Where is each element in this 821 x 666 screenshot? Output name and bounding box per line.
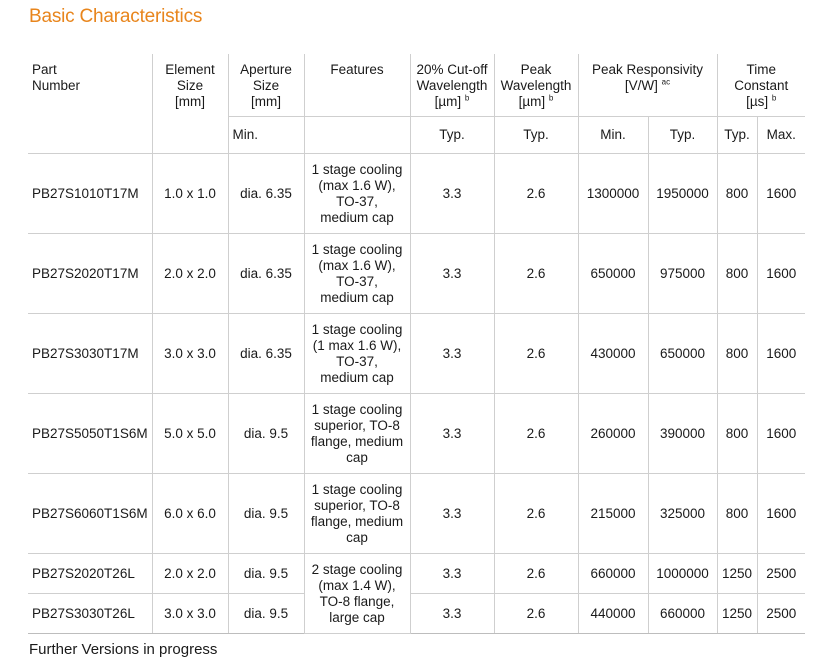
- feature-line: 1 stage cooling: [311, 401, 403, 417]
- header-time-constant: [717, 54, 805, 117]
- table-row: [28, 554, 805, 594]
- header-text: Size: [176, 78, 204, 93]
- table-row: [28, 234, 805, 314]
- cell-cutoff: 3.3: [410, 594, 494, 634]
- header-text: 20% Cut-off: [416, 62, 488, 77]
- header-text: [mm]: [251, 94, 281, 109]
- cell-resp-min: 440000: [578, 594, 648, 634]
- cell-resp-typ: 975000: [648, 234, 717, 314]
- cell-time-typ: 800: [717, 474, 757, 554]
- feature-line: large cap: [329, 609, 385, 625]
- cell-peak-wavelength: 2.6: [494, 234, 578, 314]
- footer-note: Further Versions in progress: [29, 641, 218, 658]
- feature-line: cap: [346, 449, 368, 465]
- cell-time-max: 1600: [757, 474, 805, 554]
- header-text: Wavelength: [416, 78, 488, 93]
- feature-line: 1 stage cooling: [311, 161, 403, 177]
- cell-resp-min: 650000: [578, 234, 648, 314]
- cell-time-typ: 800: [717, 314, 757, 394]
- cell-time-max: 1600: [757, 234, 805, 314]
- feature-line: TO-37,: [336, 353, 378, 369]
- table-row: [28, 154, 805, 234]
- header-text: [V/W]: [624, 78, 658, 93]
- cell-time-typ: 800: [717, 154, 757, 234]
- cell-resp-min: 1300000: [578, 154, 648, 234]
- feature-line: (max 1.4 W),: [318, 577, 396, 593]
- header-text: Element: [165, 62, 215, 77]
- feature-line: 1 stage cooling: [311, 481, 403, 497]
- cell-cutoff: 3.3: [410, 154, 494, 234]
- feature-line: superior, TO-8: [314, 497, 400, 513]
- cell-time-max: 2500: [757, 554, 805, 594]
- feature-line: (1 max 1.6 W),: [312, 337, 402, 353]
- cell-resp-typ: 1000000: [648, 554, 717, 594]
- cell-time-typ: 800: [717, 234, 757, 314]
- cell-part-number: PB27S1010T17M: [28, 154, 152, 234]
- cell-resp-min: 260000: [578, 394, 648, 474]
- cell-cutoff: 3.3: [410, 474, 494, 554]
- cell-aperture: dia. 6.35: [228, 314, 304, 394]
- cell-time-typ: 1250: [717, 594, 757, 634]
- cell-aperture: dia. 6.35: [228, 154, 304, 234]
- table-row: [28, 594, 805, 634]
- table-row: [28, 314, 805, 394]
- subheader-cutoff-typ: Typ.: [410, 117, 494, 154]
- header-cutoff-wavelength: [410, 54, 494, 117]
- table-row: [28, 394, 805, 474]
- header-text: Aperture: [240, 62, 292, 77]
- cell-part-number: PB27S3030T26L: [28, 594, 152, 634]
- header-element-size: [152, 54, 228, 154]
- cell-resp-typ: 650000: [648, 314, 717, 394]
- cell-resp-typ: 660000: [648, 594, 717, 634]
- cell-peak-wavelength: 2.6: [494, 474, 578, 554]
- header-text: Size: [252, 78, 280, 93]
- cell-resp-min: 215000: [578, 474, 648, 554]
- cell-features: [304, 474, 410, 554]
- header-peak-wavelength: [494, 54, 578, 117]
- feature-line: flange, medium: [310, 433, 404, 449]
- cell-time-max: 2500: [757, 594, 805, 634]
- feature-line: 1 stage cooling: [311, 241, 403, 257]
- cell-part-number: PB27S6060T1S6M: [28, 474, 152, 554]
- section-title: Basic Characteristics: [29, 6, 203, 27]
- subheader-resp-typ: Typ.: [648, 117, 717, 154]
- feature-line: medium cap: [320, 369, 394, 385]
- cell-features: [304, 234, 410, 314]
- cell-part-number: PB27S3030T17M: [28, 314, 152, 394]
- cell-resp-typ: 325000: [648, 474, 717, 554]
- header-text: Features: [330, 62, 384, 77]
- feature-line: 1 stage cooling: [311, 321, 403, 337]
- cell-resp-typ: 1950000: [648, 154, 717, 234]
- cell-time-max: 1600: [757, 154, 805, 234]
- footnote-mark: b: [548, 93, 554, 103]
- cell-cutoff: 3.3: [410, 394, 494, 474]
- header-part-number: [28, 54, 152, 154]
- cell-element-size: 5.0 x 5.0: [152, 394, 228, 474]
- cell-peak-wavelength: 2.6: [494, 594, 578, 634]
- cell-features: [304, 314, 410, 394]
- feature-line: TO-37,: [336, 193, 378, 209]
- header-aperture-size: [228, 54, 304, 117]
- footnote-mark: b: [464, 93, 470, 103]
- cell-resp-min: 660000: [578, 554, 648, 594]
- header-text: [µm]: [518, 94, 546, 109]
- feature-line: flange, medium: [310, 513, 404, 529]
- subheader-resp-min: Min.: [578, 117, 648, 154]
- subheader-time-max: Max.: [757, 117, 805, 154]
- cell-features: [304, 554, 410, 634]
- feature-line: medium cap: [320, 209, 394, 225]
- header-text: Number: [32, 78, 81, 93]
- characteristics-table: [28, 54, 805, 634]
- feature-line: superior, TO-8: [314, 417, 400, 433]
- footnote-mark: ac: [661, 77, 671, 87]
- table-row: [28, 474, 805, 554]
- cell-resp-min: 430000: [578, 314, 648, 394]
- cell-element-size: 2.0 x 2.0: [152, 234, 228, 314]
- cell-time-typ: 800: [717, 394, 757, 474]
- cell-aperture: dia. 9.5: [228, 394, 304, 474]
- header-text: Wavelength: [500, 78, 572, 93]
- cell-cutoff: 3.3: [410, 314, 494, 394]
- cell-part-number: PB27S2020T26L: [28, 554, 152, 594]
- feature-line: cap: [346, 529, 368, 545]
- header-peak-responsivity: [578, 54, 717, 117]
- cell-peak-wavelength: 2.6: [494, 154, 578, 234]
- cell-time-max: 1600: [757, 394, 805, 474]
- feature-line: TO-37,: [336, 273, 378, 289]
- header-text: Time: [746, 62, 776, 77]
- cell-part-number: PB27S2020T17M: [28, 234, 152, 314]
- subheader-features-empty: [304, 117, 410, 154]
- cell-time-max: 1600: [757, 314, 805, 394]
- footnote-mark: b: [771, 93, 777, 103]
- cell-aperture: dia. 9.5: [228, 554, 304, 594]
- cell-element-size: 6.0 x 6.0: [152, 474, 228, 554]
- header-text: [mm]: [175, 94, 205, 109]
- subheader-aperture-min: Min.: [228, 117, 304, 154]
- cell-element-size: 2.0 x 2.0: [152, 554, 228, 594]
- header-text: Part: [32, 62, 57, 77]
- cell-cutoff: 3.3: [410, 234, 494, 314]
- cell-features: [304, 154, 410, 234]
- feature-line: (max 1.6 W),: [318, 177, 396, 193]
- cell-aperture: dia. 6.35: [228, 234, 304, 314]
- cell-aperture: dia. 9.5: [228, 594, 304, 634]
- feature-line: 2 stage cooling: [311, 561, 403, 577]
- header-text: Peak: [520, 62, 552, 77]
- header-text: [µs]: [746, 94, 769, 109]
- cell-peak-wavelength: 2.6: [494, 314, 578, 394]
- header-features: [304, 54, 410, 117]
- cell-resp-typ: 390000: [648, 394, 717, 474]
- feature-line: medium cap: [320, 289, 394, 305]
- feature-line: (max 1.6 W),: [318, 257, 396, 273]
- cell-element-size: 1.0 x 1.0: [152, 154, 228, 234]
- cell-peak-wavelength: 2.6: [494, 394, 578, 474]
- cell-peak-wavelength: 2.6: [494, 554, 578, 594]
- subheader-time-typ: Typ.: [717, 117, 757, 154]
- subheader-peak-typ: Typ.: [494, 117, 578, 154]
- cell-part-number: PB27S5050T1S6M: [28, 394, 152, 474]
- cell-cutoff: 3.3: [410, 554, 494, 594]
- header-row: [28, 54, 805, 117]
- header-text: Constant: [734, 78, 789, 93]
- cell-aperture: dia. 9.5: [228, 474, 304, 554]
- feature-line: TO-8 flange,: [319, 593, 395, 609]
- cell-element-size: 3.0 x 3.0: [152, 594, 228, 634]
- header-text: Peak Responsivity: [591, 62, 704, 77]
- cell-time-typ: 1250: [717, 554, 757, 594]
- cell-element-size: 3.0 x 3.0: [152, 314, 228, 394]
- cell-features: [304, 394, 410, 474]
- header-text: [µm]: [434, 94, 462, 109]
